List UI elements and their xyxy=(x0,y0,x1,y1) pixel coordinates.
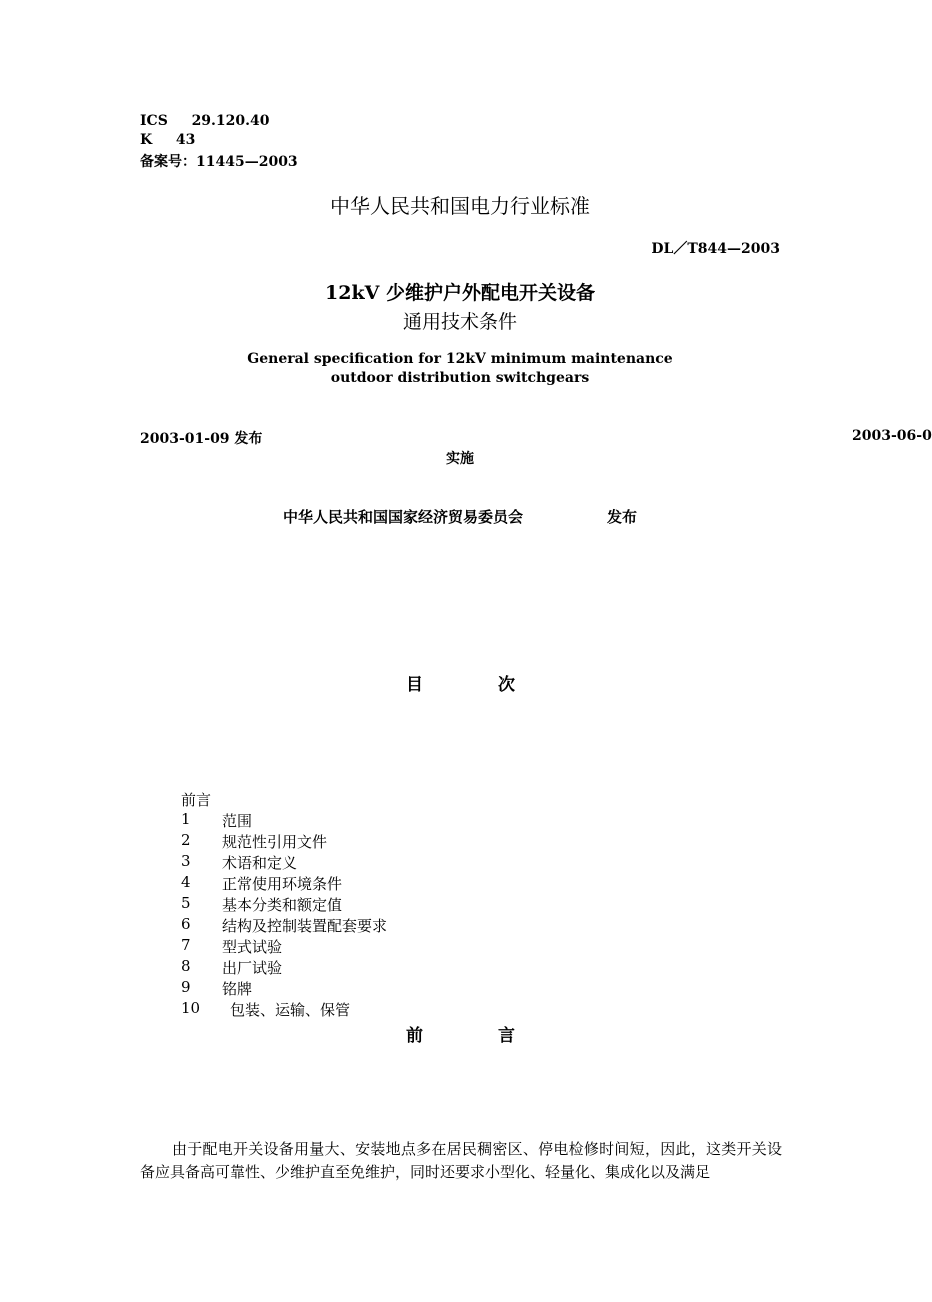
doc-title-line1: 12kV 少维护户外配电开关设备 xyxy=(325,282,595,304)
toc-heading-left: 目 xyxy=(406,675,423,695)
toc-item-number: 7 xyxy=(181,936,191,954)
english-title-line1: General specification for 12kV minimum maintenance xyxy=(247,351,673,367)
toc-item-title: 基本分类和额定值 xyxy=(222,896,343,914)
toc-item[interactable] xyxy=(0,978,920,999)
toc-item-number: 6 xyxy=(181,915,191,933)
toc-item-title: 铭牌 xyxy=(222,980,253,998)
toc-item[interactable] xyxy=(0,936,920,957)
ics-code: 29.120.40 xyxy=(191,113,270,129)
toc-list xyxy=(0,810,920,1022)
toc-item-title: 出厂试验 xyxy=(222,959,283,977)
toc-item[interactable] xyxy=(0,999,920,1020)
toc-item[interactable] xyxy=(0,873,920,894)
toc-item-number: 10 xyxy=(181,999,201,1017)
toc-item-title: 规范性引用文件 xyxy=(222,833,328,851)
toc-item-number: 2 xyxy=(181,831,191,849)
toc-item-title: 结构及控制装置配套要求 xyxy=(222,917,388,935)
toc-item-number: 9 xyxy=(181,978,191,996)
toc-preface[interactable]: 前言 xyxy=(181,791,212,809)
k-code: 43 xyxy=(175,132,196,148)
toc-item-number: 1 xyxy=(181,810,191,828)
toc-item[interactable] xyxy=(0,852,920,873)
implement-date: 2003-06-0 xyxy=(852,428,932,444)
standard-code: DL／T844—2003 xyxy=(651,241,780,257)
toc-item-title: 型式试验 xyxy=(222,938,283,956)
preface-heading-left: 前 xyxy=(406,1026,423,1046)
preface-heading-right: 言 xyxy=(498,1026,515,1046)
toc-item-title: 范围 xyxy=(222,812,253,830)
doc-title-line2: 通用技术条件 xyxy=(402,311,517,333)
k-line xyxy=(140,132,195,148)
preface-paragraph: 由于配电开关设备用量大、安装地点多在居民稠密区、停电检修时间短，因此，这类开关设备应具备高可靠性、少维护直至免维护，同时还要求小型化、轻量化、集成化以及满足 xyxy=(140,1140,782,1181)
implement-label: 实施 xyxy=(446,451,474,467)
toc-item[interactable] xyxy=(0,894,920,915)
toc-item-title: 正常使用环境条件 xyxy=(222,875,343,893)
k-label: K xyxy=(140,132,153,148)
ics-label: ICS xyxy=(140,113,168,129)
toc-item[interactable] xyxy=(0,957,920,978)
toc-item-title: 术语和定义 xyxy=(222,854,298,872)
record-number: 备案号：11445—2003 xyxy=(140,154,298,170)
release-date: 2003-01-09 发布 xyxy=(140,431,263,447)
toc-item-title: 包装、运输、保管 xyxy=(230,1001,351,1019)
publisher-name: 中华人民共和国国家经济贸易委员会 xyxy=(283,508,524,526)
ics-line xyxy=(140,113,270,129)
toc-item[interactable] xyxy=(0,915,920,936)
toc-heading-right: 次 xyxy=(498,675,515,695)
english-title-line2: outdoor distribution switchgears xyxy=(330,370,590,386)
toc-item[interactable] xyxy=(0,810,920,831)
standard-title: 中华人民共和国电力行业标准 xyxy=(330,194,590,218)
publisher-action: 发布 xyxy=(607,508,638,526)
toc-item-number: 8 xyxy=(181,957,191,975)
toc-item-number: 3 xyxy=(181,852,191,870)
toc-item-number: 5 xyxy=(181,894,191,912)
toc-item[interactable] xyxy=(0,831,920,852)
toc-item-number: 4 xyxy=(181,873,191,891)
